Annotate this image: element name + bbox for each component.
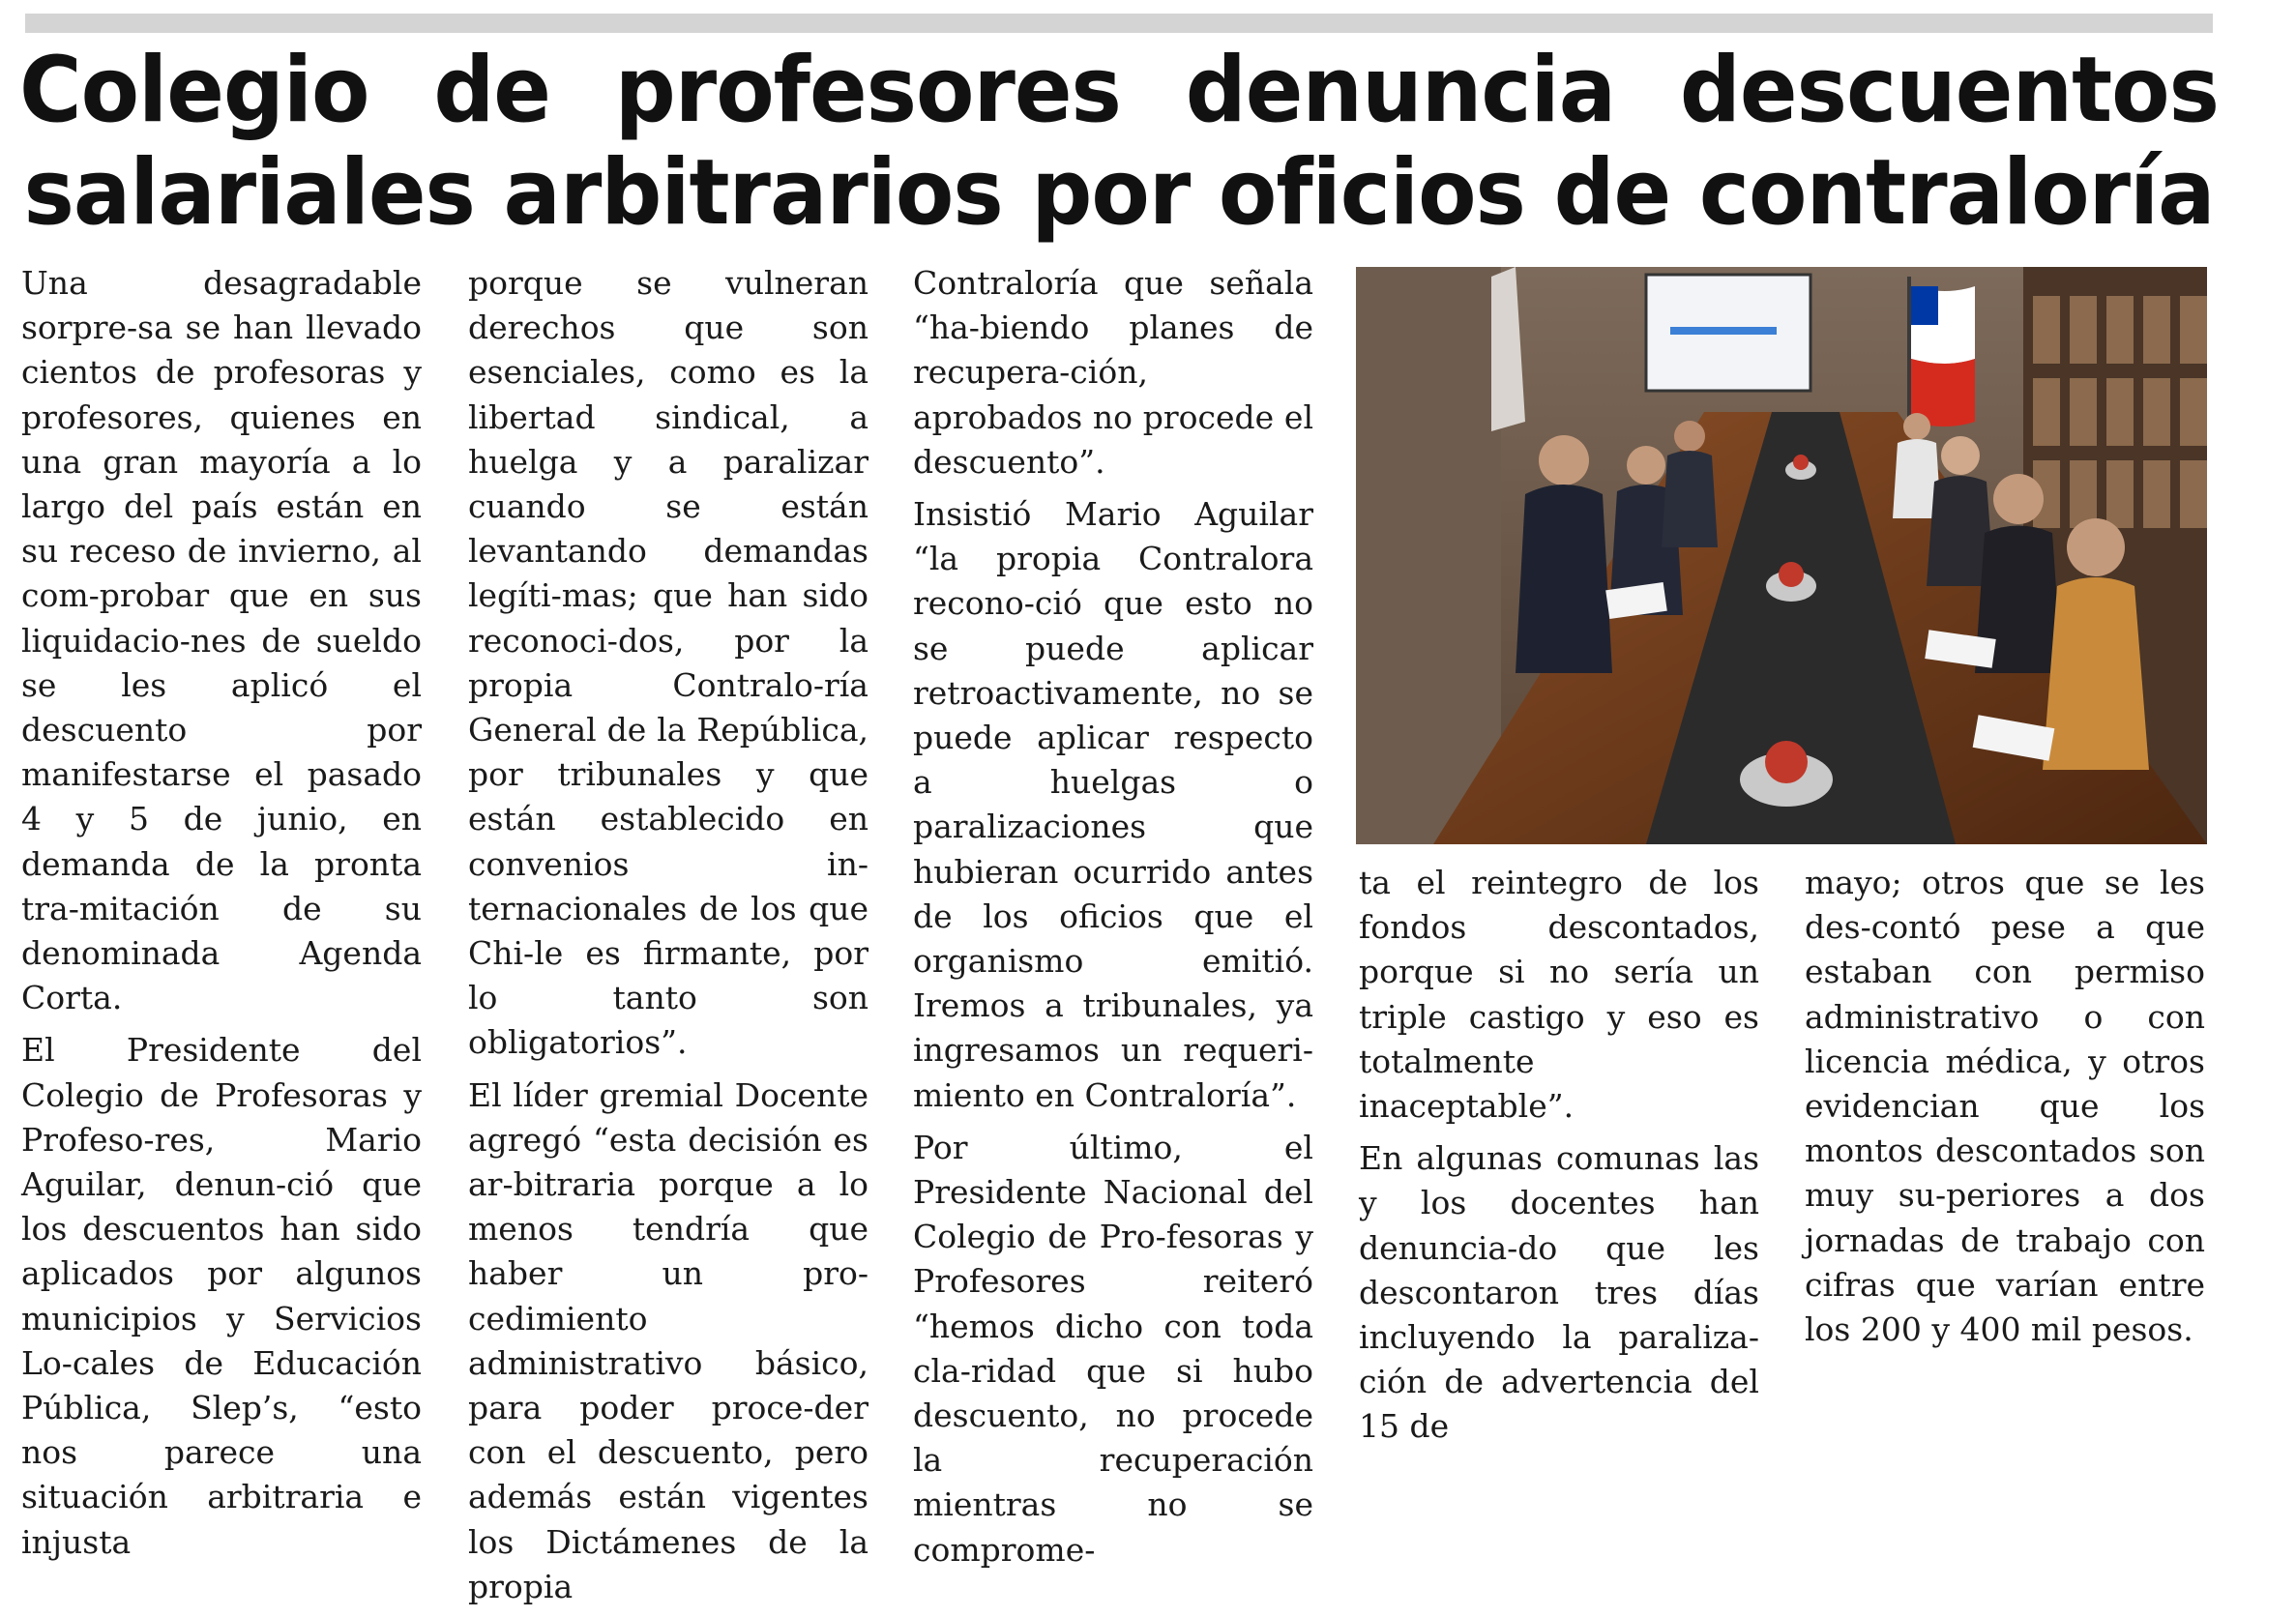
- paragraph: Contraloría que señala “ha-biendo planes de recupera-ción, aprobados no procede el descuento”.: [913, 264, 1313, 481]
- screen-text-line: [1670, 327, 1777, 335]
- bookshelf-compartments: [2033, 296, 2207, 528]
- paragraph: Insistió Mario Aguilar “la propia Contralora recono-ció que esto no se puede aplicar retroactivamente, no se puede aplicar respecto a huelgas o paralizaciones que hubieran ocurrido antes de los oficios que el organismo emitió. Iremos a tribunales, ya ingresamos un requeri-miento en Contraloría”.: [913, 495, 1313, 1114]
- paragraph: Por último, el Presidente Nacional del Colegio de Pro-fesoras y Profesores reiteró “hemos dicho con toda cla-ridad que si hubo descuento, no procede la recuperación mientras no se comprome-: [913, 1128, 1313, 1569]
- left-wall: [1356, 267, 1501, 844]
- paragraph: Una desagradable sorpre-sa se han llevado cientos de profesoras y profesores, quienes en una gran mayoría a lo largo del país están en su receso de invierno, al com-probar que en sus liquidacio-nes de sueldo se les aplicó el descuento por manifestarse el pasado 4 y 5 de junio, en demanda de la pronta tra-mitación de su denominada Agenda Corta.: [21, 264, 422, 1017]
- paragraph: mayo; otros que se les des-contó pese a que estaban con permiso administrativo o con licencia médica, y otros evidencian que los montos descontados son muy su-periores a dos jornadas de trabajo con cifras que varían entre los 200 y 400 mil pesos.: [1805, 864, 2205, 1349]
- article-column-1: [21, 261, 422, 1573]
- paragraph: El Presidente del Colegio de Profesoras y Profeso-res, Mario Aguilar, denun-ció que los descuentos han sido aplicados por algunos municipios y Servicios Lo-cales de Educación Pública, Slep’s, “esto nos parece una situación arbitraria e injusta: [21, 1031, 422, 1561]
- top-rule: [25, 14, 2213, 33]
- article-column-5: [1805, 861, 2205, 1360]
- paragraph: En algunas comunas las y los docentes han denuncia-do que les descontaron tres días incluyendo la paraliza-ción de advertencia del 15 de: [1359, 1139, 1759, 1446]
- paragraph: porque se vulneran derechos que son esenciales, como es la libertad sindical, a huelga y a paralizar cuando se están levantando demandas legíti-mas; que han sido reconoci-dos, por la propia Contralo-ría General de la República, por tribunales y que están establecido en convenios in-ternacionales de los que Chi-le es firmante, por lo tanto son obligatorios”.: [468, 264, 868, 1062]
- article-column-2: [468, 261, 868, 1617]
- article-column-3: [913, 261, 1313, 1580]
- headline: Colegio de profesores denuncia descuentos salariales arbitrarios por oficios de contraloría: [19, 36, 2219, 246]
- paragraph: ta el reintegro de los fondos descontados, porque si no sería un triple castigo y eso es totalmente inaceptable”.: [1359, 864, 1759, 1126]
- meeting-photo: [1356, 267, 2207, 844]
- paragraph: El líder gremial Docente agregó “esta decisión es ar-bitraria porque a lo menos tendría que haber un pro-cedimiento administrativo básico, para poder proce-der con el descuento, pero además están vigentes los Dictámenes de la propia: [468, 1075, 868, 1605]
- article-column-4: [1359, 861, 1759, 1457]
- meeting-illustration: [1356, 267, 2207, 844]
